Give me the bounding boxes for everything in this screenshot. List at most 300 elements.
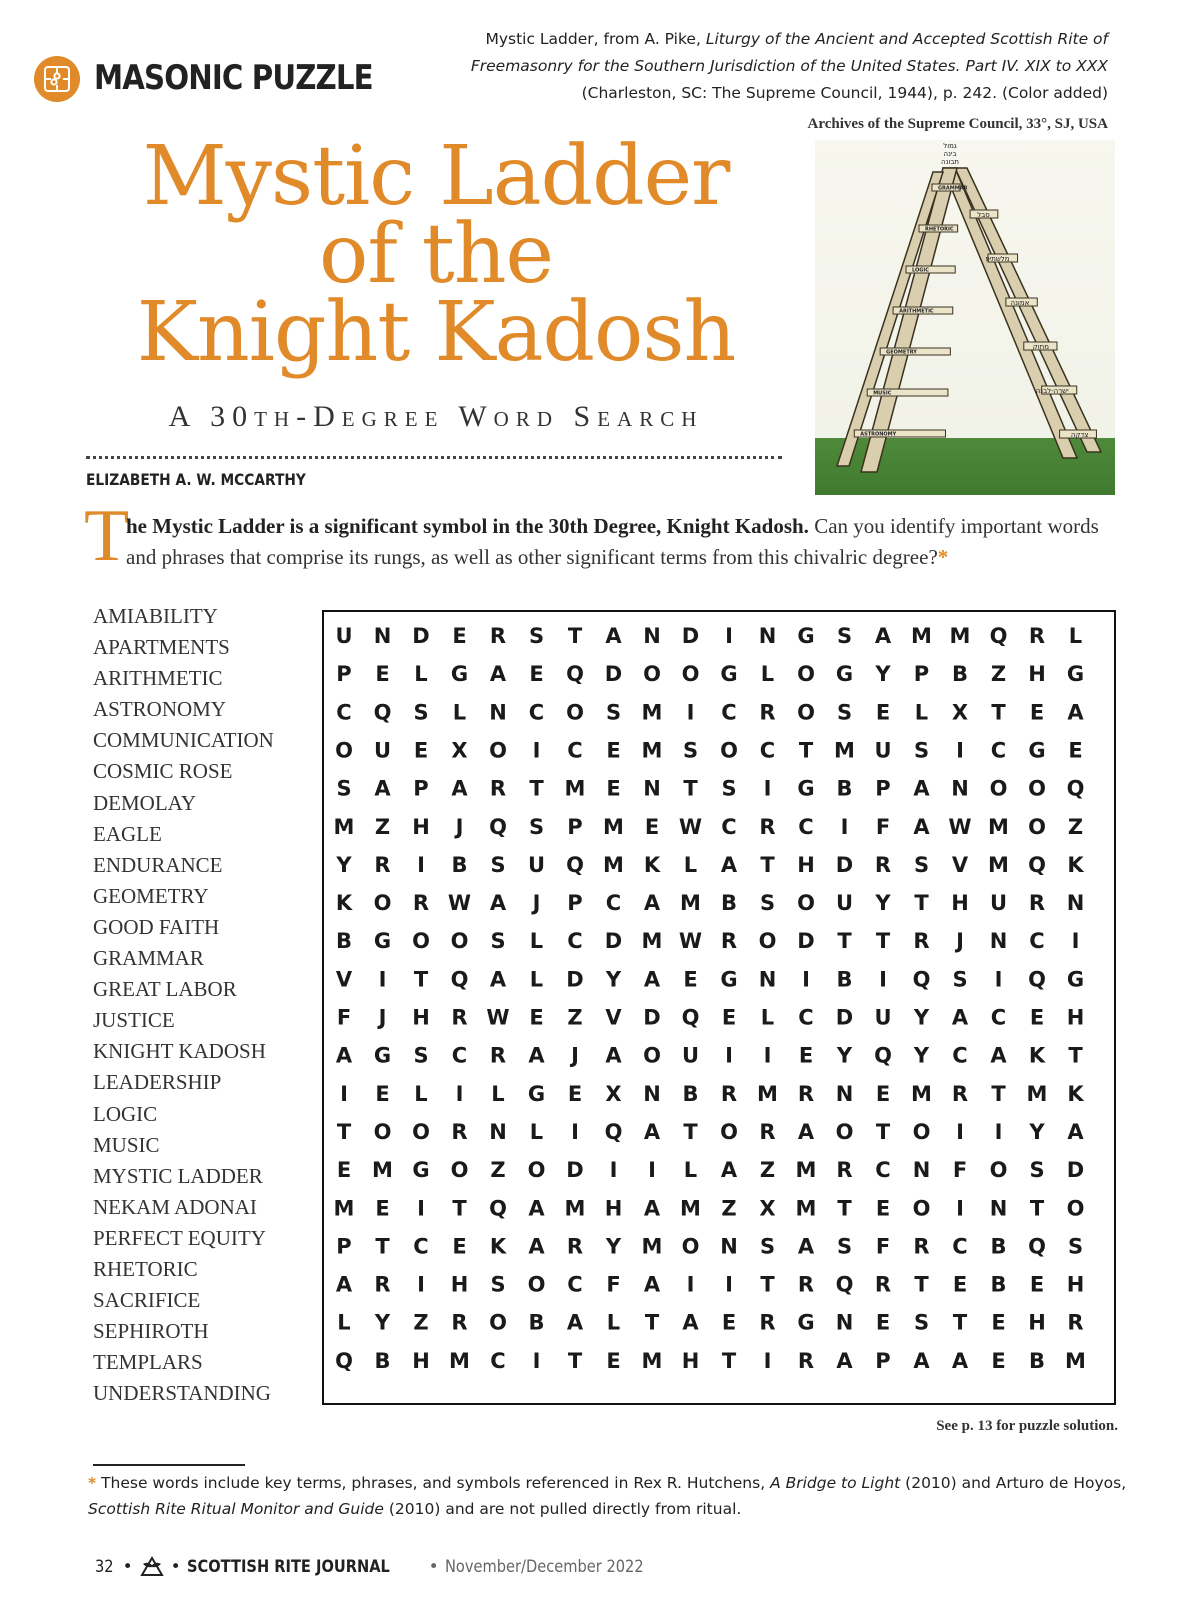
grid-cell: C bbox=[567, 929, 583, 954]
grid-cell: R bbox=[451, 1310, 468, 1335]
ladder-rung-label: MUSIC bbox=[873, 390, 892, 397]
grid-cell: T bbox=[837, 1196, 852, 1221]
grid-cell: R bbox=[489, 624, 507, 648]
solution-note: See p. 13 for puzzle solution. bbox=[936, 1418, 1118, 1434]
grid-cell: A bbox=[836, 1348, 853, 1373]
grid-cell: R bbox=[412, 891, 430, 916]
dotted-divider bbox=[86, 456, 782, 459]
grid-cell: Z bbox=[374, 814, 391, 839]
ladder-rung-label: LOGIC bbox=[912, 267, 929, 274]
grid-cell: I bbox=[648, 1158, 656, 1183]
grid-cell: A bbox=[720, 852, 738, 877]
grid-cell: E bbox=[644, 814, 660, 839]
puzzle-piece-icon bbox=[40, 62, 74, 96]
grid-cell: G bbox=[373, 1043, 392, 1068]
page-subtitle: A 30th-Degree Word Search bbox=[168, 400, 704, 433]
grid-cell: S bbox=[836, 1234, 853, 1259]
grid-cell: M bbox=[449, 1348, 470, 1373]
grid-cell: Q bbox=[835, 1272, 854, 1297]
grid-cell: M bbox=[641, 1234, 663, 1259]
grid-cell: Z bbox=[1067, 814, 1084, 839]
grid-cell: O bbox=[450, 1158, 469, 1183]
grid-cell: R bbox=[489, 776, 507, 801]
grid-cell: Y bbox=[875, 891, 891, 916]
grid-cell: T bbox=[529, 776, 544, 801]
intro-body: Can you identify important words and phrases that comprise its rungs, as well as other significant terms from this chivalric degree? bbox=[126, 514, 1099, 569]
grid-cell: S bbox=[490, 852, 506, 877]
grid-cell: Q bbox=[1028, 852, 1046, 877]
grid-cell: L bbox=[414, 1081, 428, 1106]
ladder-rung-label: מתוק bbox=[1032, 343, 1049, 351]
grid-cell: S bbox=[413, 1043, 429, 1068]
grid-cell: F bbox=[336, 1005, 352, 1030]
grid-cell: U bbox=[874, 738, 892, 763]
word-list-item: LOGIC bbox=[93, 1101, 158, 1126]
grid-cell: U bbox=[527, 852, 546, 877]
grid-cell: R bbox=[797, 1348, 815, 1373]
grid-cell: P bbox=[875, 1348, 891, 1373]
grid-cell: L bbox=[337, 1310, 351, 1335]
grid-cell: L bbox=[529, 929, 544, 954]
grid-cell: O bbox=[412, 929, 430, 954]
grid-cell: M bbox=[333, 1196, 355, 1221]
grid-cell: O bbox=[1028, 776, 1046, 801]
grid-cell: T bbox=[991, 700, 1006, 725]
image-credit: Archives of the Supreme Council, 33°, SJ, USA bbox=[807, 116, 1108, 132]
intro-paragraph bbox=[126, 511, 1120, 573]
grid-cell: C bbox=[759, 738, 776, 763]
grid-cell: O bbox=[681, 1234, 700, 1259]
grid-cell: C bbox=[798, 814, 814, 839]
grid-cell: L bbox=[683, 1158, 698, 1183]
grid-cell: Z bbox=[721, 1196, 737, 1221]
grid-cell: S bbox=[836, 624, 853, 648]
grid-cell: X bbox=[951, 700, 969, 725]
grid-cell: G bbox=[835, 662, 854, 687]
word-list-item: COMMUNICATION bbox=[93, 728, 274, 753]
grid-cell: I bbox=[994, 1119, 1003, 1144]
grid-cell: S bbox=[759, 891, 776, 916]
word-list-item: LEADERSHIP bbox=[93, 1070, 222, 1095]
grid-cell: Q bbox=[489, 1196, 507, 1221]
grid-cell: N bbox=[989, 1196, 1008, 1221]
grid-cell: E bbox=[375, 1196, 390, 1221]
grid-cell: C bbox=[798, 1005, 814, 1030]
grid-cell: T bbox=[413, 967, 429, 992]
word-list-item: NEKAM ADONAI bbox=[93, 1194, 257, 1219]
grid-cell: G bbox=[527, 1081, 546, 1106]
grid-cell: P bbox=[336, 1234, 352, 1259]
grid-cell: R bbox=[913, 929, 930, 954]
caption-prefix: Mystic Ladder, from A. Pike, bbox=[485, 30, 706, 48]
grid-cell: B bbox=[836, 776, 853, 801]
grid-cell: A bbox=[797, 1234, 815, 1259]
grid-cell: W bbox=[948, 814, 972, 839]
grid-cell: E bbox=[452, 624, 467, 648]
grid-cell: Z bbox=[490, 1158, 506, 1183]
grid-cell: M bbox=[949, 624, 971, 648]
grid-cell: O bbox=[912, 1196, 931, 1221]
grid-cell: G bbox=[373, 929, 392, 954]
grid-cell: C bbox=[721, 700, 737, 725]
footnote-part-1: These words include key terms, phrases, and symbols referenced in Rex R. Hutchens, bbox=[96, 1474, 771, 1492]
section-title: MASONIC PUZZLE bbox=[94, 58, 373, 98]
ladder-top-label: תבונה bbox=[941, 158, 959, 166]
grid-cell: C bbox=[528, 700, 545, 725]
grid-cell: N bbox=[720, 1234, 738, 1259]
mystic-ladder-illustration bbox=[815, 140, 1115, 495]
grid-cell: Q bbox=[1066, 776, 1085, 801]
grid-cell: U bbox=[874, 1005, 892, 1030]
grid-cell: M bbox=[564, 776, 586, 801]
grid-cell: F bbox=[875, 814, 891, 839]
intro-lead: he Mystic Ladder is a significant symbol in the 30th Degree, Knight Kadosh. bbox=[126, 514, 809, 538]
grid-cell: M bbox=[988, 814, 1009, 839]
grid-cell: A bbox=[489, 662, 507, 687]
grid-cell: K bbox=[1028, 1043, 1046, 1068]
ladder-rung-label: ARITHMETIC bbox=[899, 308, 934, 315]
grid-cell: A bbox=[335, 1043, 353, 1068]
grid-cell: I bbox=[956, 1196, 964, 1221]
grid-cell: W bbox=[678, 929, 703, 954]
grid-cell: A bbox=[528, 1043, 545, 1068]
grid-cell: R bbox=[836, 1158, 853, 1183]
grid-cell: S bbox=[1029, 1158, 1045, 1183]
grid-cell: I bbox=[725, 1043, 733, 1068]
folio-separator-2: • bbox=[170, 1557, 181, 1577]
journal-name: SCOTTISH RITE JOURNAL bbox=[186, 1557, 390, 1577]
footnote-part-3: (2010) and are not pulled directly from ritual. bbox=[383, 1500, 742, 1518]
grid-cell: I bbox=[725, 624, 733, 648]
word-search-grid bbox=[322, 610, 1116, 1405]
grid-cell: I bbox=[1071, 929, 1080, 954]
grid-cell: E bbox=[606, 776, 621, 801]
grid-cell: I bbox=[956, 1119, 964, 1144]
grid-cell: E bbox=[721, 1005, 737, 1030]
grid-cell: D bbox=[412, 624, 430, 648]
grid-cell: G bbox=[1066, 662, 1085, 687]
grid-cell: T bbox=[567, 1348, 583, 1373]
grid-cell: M bbox=[1065, 1348, 1086, 1373]
grid-cell: W bbox=[486, 1005, 510, 1030]
grid-cell: O bbox=[1028, 814, 1046, 839]
grid-cell: P bbox=[567, 814, 583, 839]
grid-cell: A bbox=[643, 891, 661, 916]
grid-cell: O bbox=[335, 738, 353, 763]
grid-cell: E bbox=[952, 1272, 968, 1297]
grid-cell: B bbox=[990, 1272, 1007, 1297]
grid-cell: O bbox=[720, 738, 738, 763]
grid-cell: A bbox=[797, 1119, 815, 1144]
grid-cell: M bbox=[680, 891, 701, 916]
grid-cell: E bbox=[991, 1348, 1006, 1373]
ladder-rung-label: RHETORIC bbox=[925, 226, 954, 233]
grid-cell: D bbox=[835, 1005, 854, 1030]
grid-cell: G bbox=[797, 1310, 815, 1335]
ladder-rung-label: אמונה bbox=[1010, 299, 1030, 307]
grid-cell: K bbox=[335, 891, 353, 916]
grid-cell: S bbox=[490, 1272, 506, 1297]
grid-cell: A bbox=[720, 1158, 738, 1183]
caption-book-title: Liturgy of the Ancient and Accepted Scottish Rite of Freemasonry for the Southern Jurisdiction of the United States. Part IV. XIX to XXX bbox=[470, 30, 1108, 75]
grid-cell: R bbox=[451, 1005, 468, 1030]
word-list-item: DEMOLAY bbox=[93, 790, 197, 815]
grid-cell: E bbox=[875, 700, 891, 725]
grid-cell: C bbox=[1029, 929, 1045, 954]
grid-cell: G bbox=[450, 662, 469, 687]
grid-cell: R bbox=[1028, 624, 1046, 648]
grid-cell: R bbox=[913, 1234, 930, 1259]
grid-cell: R bbox=[759, 814, 776, 839]
grid-cell: O bbox=[643, 662, 661, 687]
grid-cell: Q bbox=[912, 967, 931, 992]
grid-cell: C bbox=[990, 1005, 1007, 1030]
grid-cell: S bbox=[490, 929, 506, 954]
grid-cell: B bbox=[836, 967, 853, 992]
grid-cell: H bbox=[1066, 1272, 1085, 1297]
grid-cell: O bbox=[450, 929, 469, 954]
grid-cell: E bbox=[375, 662, 390, 687]
grid-cell: S bbox=[1067, 1234, 1084, 1259]
grid-cell: I bbox=[840, 814, 849, 839]
footnote-star: * bbox=[88, 1474, 97, 1492]
grid-cell: Y bbox=[913, 1043, 930, 1068]
grid-cell: L bbox=[1068, 624, 1083, 648]
grid-cell: B bbox=[451, 852, 468, 877]
grid-cell: O bbox=[527, 1272, 546, 1297]
grid-cell: A bbox=[643, 1272, 661, 1297]
grid-cell: T bbox=[1068, 1043, 1083, 1068]
grid-cell: Z bbox=[990, 662, 1007, 687]
grid-cell: E bbox=[452, 1234, 467, 1259]
grid-cell: B bbox=[1028, 1348, 1046, 1373]
grid-cell: O bbox=[373, 891, 392, 916]
grid-cell: I bbox=[340, 1081, 348, 1106]
grid-cell: K bbox=[489, 1234, 507, 1259]
word-list-item: MYSTIC LADDER bbox=[93, 1163, 263, 1188]
word-list-item: SEPHIROTH bbox=[93, 1319, 209, 1344]
grid-cell: R bbox=[797, 1081, 815, 1106]
grid-cell: D bbox=[643, 1005, 661, 1030]
word-list-item: GOOD FAITH bbox=[93, 914, 220, 939]
grid-cell: Q bbox=[989, 624, 1008, 648]
grid-cell: R bbox=[374, 1272, 391, 1297]
word-list-item: GEOMETRY bbox=[93, 883, 209, 908]
grid-cell: M bbox=[641, 738, 663, 763]
grid-cell: Q bbox=[489, 814, 507, 839]
grid-cell: M bbox=[641, 700, 663, 725]
grid-cell: Q bbox=[1028, 1234, 1046, 1259]
grid-cell: T bbox=[952, 1310, 968, 1335]
caption-suffix: (Charleston, SC: The Supreme Council, 1944), p. 242. (Color added) bbox=[581, 84, 1108, 102]
grid-cell: M bbox=[372, 1158, 393, 1183]
grid-cell: I bbox=[417, 1272, 425, 1297]
grid-cell: W bbox=[447, 891, 472, 916]
grid-cell: M bbox=[603, 814, 624, 839]
grid-cell: S bbox=[952, 967, 968, 992]
folio-separator: • bbox=[122, 1557, 133, 1577]
grid-cell: Y bbox=[1029, 1119, 1045, 1144]
author-byline: ELIZABETH A. W. MCCARTHY bbox=[86, 470, 306, 489]
page-number: 32 bbox=[95, 1557, 114, 1577]
grid-cell: A bbox=[913, 776, 930, 801]
double-headed-eagle-emblem-icon bbox=[139, 1556, 165, 1578]
grid-cell: E bbox=[567, 1081, 583, 1106]
grid-cell: S bbox=[759, 1234, 776, 1259]
grid-cell: A bbox=[874, 624, 892, 648]
grid-cell: T bbox=[875, 929, 891, 954]
section-badge bbox=[34, 56, 80, 102]
ladder-left-rail bbox=[861, 168, 957, 472]
grid-cell: O bbox=[681, 662, 700, 687]
ladder-top-label: בינה bbox=[943, 150, 957, 158]
grid-cell: A bbox=[451, 776, 468, 801]
grid-cell: O bbox=[758, 929, 777, 954]
grid-cell: A bbox=[374, 776, 391, 801]
footnote-book-1: A Bridge to Light bbox=[770, 1474, 901, 1492]
grid-cell: H bbox=[412, 1005, 430, 1030]
grid-cell: H bbox=[1028, 662, 1046, 687]
ladder-rung-label: GEOMETRY bbox=[886, 349, 917, 356]
footnote-part-2: (2010) and Arturo de Hoyos, bbox=[900, 1474, 1127, 1492]
grid-cell: I bbox=[417, 1196, 425, 1221]
grid-cell: Q bbox=[681, 1005, 700, 1030]
grid-cell: A bbox=[643, 1196, 661, 1221]
grid-cell: Y bbox=[605, 967, 622, 992]
grid-cell: I bbox=[571, 1119, 579, 1144]
grid-cell: Q bbox=[450, 967, 469, 992]
footnote-book-2: Scottish Rite Ritual Monitor and Guide bbox=[88, 1500, 384, 1518]
grid-cell: I bbox=[686, 700, 695, 725]
grid-cell: M bbox=[988, 852, 1009, 877]
grid-cell: Q bbox=[874, 1043, 892, 1068]
grid-cell: R bbox=[797, 1272, 815, 1297]
grid-cell: M bbox=[795, 1158, 817, 1183]
grid-cell: E bbox=[875, 1081, 891, 1106]
grid-cell: T bbox=[914, 891, 929, 916]
grid-cell: R bbox=[874, 852, 892, 877]
image-caption bbox=[408, 26, 1108, 107]
grid-cell: V bbox=[605, 1005, 622, 1030]
title-line-1: Mystic Ladder bbox=[142, 129, 730, 224]
grid-cell: M bbox=[757, 1081, 778, 1106]
grid-cell: Z bbox=[567, 1005, 583, 1030]
grid-cell: L bbox=[452, 700, 467, 725]
grid-cell: V bbox=[335, 967, 353, 992]
grid-cell: A bbox=[682, 1310, 699, 1335]
grid-cell: T bbox=[760, 1272, 775, 1297]
word-list-item: APARTMENTS bbox=[93, 635, 230, 660]
grid-cell: A bbox=[1067, 1119, 1084, 1144]
grid-cell: B bbox=[528, 1310, 545, 1335]
grid-cell: Q bbox=[566, 852, 584, 877]
grid-cell: O bbox=[797, 662, 815, 687]
grid-cell: C bbox=[605, 891, 622, 916]
grid-cell: G bbox=[1028, 738, 1046, 763]
grid-cell: E bbox=[721, 1310, 737, 1335]
grid-cell: O bbox=[566, 700, 584, 725]
grid-cell: A bbox=[605, 1043, 622, 1068]
grid-cell: F bbox=[875, 1234, 891, 1259]
grid-cell: A bbox=[489, 891, 507, 916]
grid-cell: O bbox=[912, 1119, 931, 1144]
grid-cell: G bbox=[797, 776, 815, 801]
drop-cap: T bbox=[84, 495, 130, 577]
grid-cell: Q bbox=[566, 662, 584, 687]
grid-cell: N bbox=[1066, 891, 1085, 916]
grid-cell: S bbox=[336, 776, 352, 801]
word-list-item: COSMIC ROSE bbox=[93, 759, 233, 784]
grid-cell: C bbox=[451, 1043, 468, 1068]
grid-cell: L bbox=[529, 1119, 544, 1144]
grid-cell: D bbox=[604, 662, 623, 687]
grid-cell: T bbox=[683, 776, 698, 801]
grid-cell: Q bbox=[1028, 967, 1046, 992]
grid-letters bbox=[324, 612, 1114, 1403]
grid-cell: M bbox=[795, 1196, 817, 1221]
grid-cell: M bbox=[911, 624, 932, 648]
grid-cell: A bbox=[913, 814, 930, 839]
grid-cell: P bbox=[413, 776, 429, 801]
grid-cell: D bbox=[1066, 1158, 1085, 1183]
grid-cell: T bbox=[760, 852, 775, 877]
grid-cell: K bbox=[643, 852, 661, 877]
grid-cell: E bbox=[606, 738, 621, 763]
grid-cell: H bbox=[412, 1348, 430, 1373]
grid-cell: A bbox=[643, 1119, 661, 1144]
grid-cell: G bbox=[1066, 967, 1085, 992]
word-list bbox=[93, 601, 303, 1409]
grid-cell: E bbox=[375, 1081, 390, 1106]
grid-cell: S bbox=[682, 738, 699, 763]
word-list-item: PERFECT EQUITY bbox=[93, 1225, 266, 1250]
grid-cell: T bbox=[798, 738, 814, 763]
word-list-item: UNDERSTANDING bbox=[93, 1381, 271, 1406]
grid-cell: E bbox=[1029, 1005, 1045, 1030]
grid-cell: Z bbox=[759, 1158, 776, 1183]
grid-cell: G bbox=[797, 624, 815, 648]
word-list-item: TEMPLARS bbox=[93, 1350, 203, 1375]
grid-cell: B bbox=[374, 1348, 391, 1373]
ladder-right-rail bbox=[943, 168, 1077, 458]
grid-cell: R bbox=[874, 1272, 892, 1297]
grid-cell: A bbox=[489, 967, 507, 992]
word-list-item: ENDURANCE bbox=[93, 852, 223, 877]
grid-cell: A bbox=[528, 1196, 545, 1221]
grid-cell: O bbox=[489, 738, 507, 763]
grid-cell: L bbox=[760, 662, 775, 687]
grid-cell: I bbox=[378, 967, 387, 992]
grid-cell: S bbox=[913, 852, 930, 877]
grid-cell: E bbox=[1029, 1272, 1045, 1297]
grid-cell: E bbox=[413, 738, 429, 763]
grid-cell: S bbox=[528, 814, 545, 839]
grid-cell: D bbox=[797, 929, 815, 954]
grid-cell: R bbox=[374, 852, 391, 877]
grid-cell: N bbox=[373, 624, 392, 648]
word-list-item: RHETORIC bbox=[93, 1256, 198, 1281]
grid-cell: E bbox=[798, 1043, 814, 1068]
grid-cell: E bbox=[683, 967, 698, 992]
grid-cell: M bbox=[834, 738, 855, 763]
grid-cell: P bbox=[913, 662, 930, 687]
grid-cell: N bbox=[835, 1310, 854, 1335]
grid-cell: L bbox=[760, 1005, 775, 1030]
grid-cell: U bbox=[335, 624, 353, 648]
grid-cell: B bbox=[682, 1081, 699, 1106]
grid-cell: R bbox=[720, 929, 738, 954]
grid-cell: X bbox=[759, 1196, 776, 1221]
